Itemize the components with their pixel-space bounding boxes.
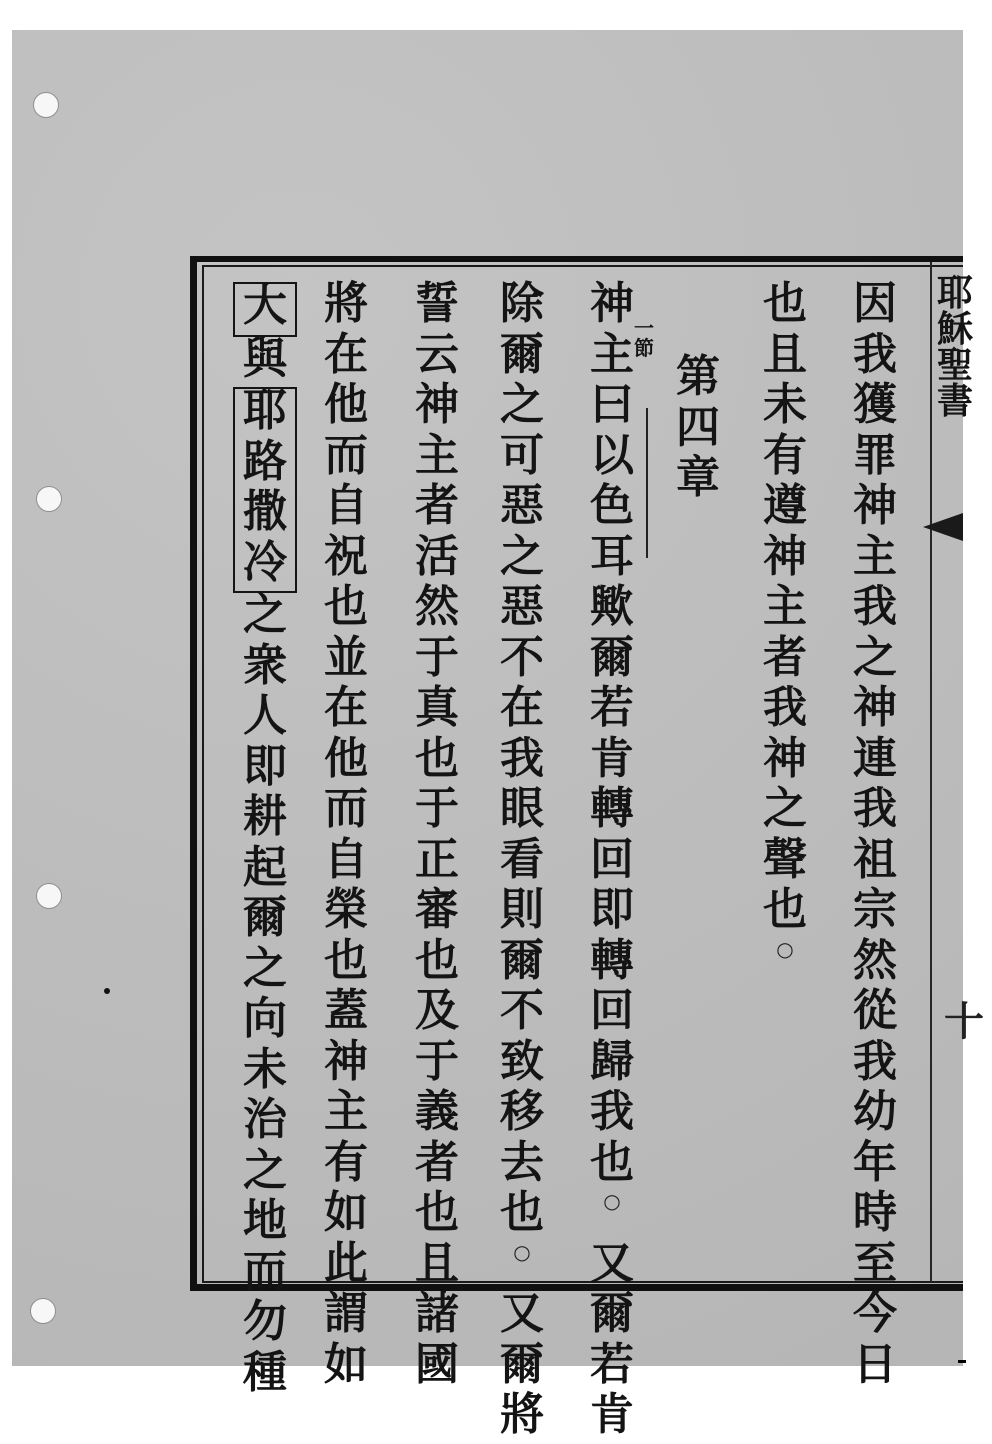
glyph: 回 xyxy=(590,833,634,885)
glyph: 主 xyxy=(763,581,807,632)
glyph: 至 xyxy=(853,1237,897,1289)
glyph: 從 xyxy=(853,985,897,1036)
glyph: 起 xyxy=(243,841,287,893)
glyph: 也 xyxy=(763,278,807,329)
glyph: 也 xyxy=(324,934,368,986)
glyph: 遵 xyxy=(763,480,807,531)
glyph: 歟 xyxy=(590,581,634,632)
glyph: 色 xyxy=(590,480,634,531)
glyph: 種 xyxy=(243,1346,287,1398)
glyph: 移 xyxy=(500,1086,544,1137)
glyph: 則 xyxy=(500,884,544,935)
glyph: 今 xyxy=(853,1288,897,1339)
glyph: 路 xyxy=(243,435,287,487)
glyph: 之 xyxy=(853,631,897,683)
running-header xyxy=(935,272,975,422)
glyph: 爾 xyxy=(500,934,544,986)
glyph: 他 xyxy=(324,732,368,784)
glyph: 主 xyxy=(853,530,897,582)
binder-hole xyxy=(33,92,59,118)
corner-mark xyxy=(958,1360,966,1363)
glyph: 我 xyxy=(853,581,897,632)
glyph: 在 xyxy=(324,682,368,733)
glyph: 因 xyxy=(853,278,897,329)
glyph: 者 xyxy=(763,631,807,683)
glyph: 者 xyxy=(415,1136,459,1188)
glyph: 將 xyxy=(500,1389,544,1440)
glyph: 自 xyxy=(324,833,368,885)
glyph: 也 xyxy=(590,1136,634,1188)
punctuation-circle: ○ xyxy=(776,936,794,961)
glyph: 爾 xyxy=(243,892,287,943)
glyph: 誓 xyxy=(415,278,459,329)
glyph: 去 xyxy=(500,1136,544,1188)
glyph: 不 xyxy=(500,985,544,1036)
header-char: 耶穌聖書 xyxy=(936,272,973,422)
glyph: 獲 xyxy=(853,379,897,430)
text-column xyxy=(582,278,642,1444)
glyph: 四 xyxy=(676,401,720,453)
glyph: 然 xyxy=(415,581,459,632)
glyph: 未 xyxy=(763,379,807,430)
text-column xyxy=(668,351,728,507)
glyph: 云 xyxy=(415,328,459,380)
glyph: 治 xyxy=(243,1094,287,1145)
glyph: 主 xyxy=(324,1086,368,1137)
glyph: 而 xyxy=(324,783,368,834)
glyph: 轉 xyxy=(590,934,634,986)
binder-hole xyxy=(36,883,62,909)
glyph: 章 xyxy=(676,452,720,503)
glyph: 如 xyxy=(324,1187,368,1238)
punctuation-circle: ○ xyxy=(603,1189,621,1213)
glyph: 日 xyxy=(853,1338,897,1390)
glyph: 歸 xyxy=(590,1035,634,1087)
glyph: 我 xyxy=(763,682,807,733)
glyph: 又 xyxy=(590,1237,634,1289)
glyph: 我 xyxy=(853,1035,897,1087)
glyph: 耶 xyxy=(243,385,287,436)
text-column xyxy=(233,282,297,1401)
frame-inner-rule xyxy=(202,265,963,267)
glyph: 年 xyxy=(853,1136,897,1188)
folio-fragment: 十 xyxy=(944,998,984,1045)
glyph: 有 xyxy=(763,429,807,481)
glyph: 且 xyxy=(415,1237,459,1289)
glyph: 即 xyxy=(590,884,634,935)
text-column xyxy=(845,278,905,1393)
glyph: 將 xyxy=(324,278,368,329)
glyph: 而 xyxy=(243,1245,287,1297)
glyph: 地 xyxy=(243,1195,287,1246)
glyph: 義 xyxy=(415,1086,459,1137)
glyph: 有 xyxy=(324,1136,368,1188)
glyph: 惡 xyxy=(500,480,544,531)
glyph: 連 xyxy=(853,732,897,784)
glyph: 我 xyxy=(853,783,897,834)
glyph: 也 xyxy=(324,581,368,632)
binder-hole xyxy=(36,486,62,512)
glyph: 也 xyxy=(415,732,459,784)
glyph: 爾 xyxy=(590,1288,634,1339)
glyph: 撒 xyxy=(243,486,287,537)
glyph: 神 xyxy=(415,379,459,430)
text-column xyxy=(316,278,376,1393)
glyph: 眼 xyxy=(500,783,544,834)
ink-speck xyxy=(104,988,110,994)
glyph: 宗 xyxy=(853,884,897,935)
glyph: 在 xyxy=(500,682,544,733)
glyph: 耳 xyxy=(590,530,634,582)
glyph: 以 xyxy=(590,429,634,481)
glyph: 諸 xyxy=(415,1288,459,1339)
glyph: 轉 xyxy=(590,783,634,834)
glyph: 幼 xyxy=(853,1086,897,1137)
glyph: 于 xyxy=(415,1035,459,1087)
glyph: 未 xyxy=(243,1043,287,1095)
glyph: 真 xyxy=(415,682,459,733)
glyph: 我 xyxy=(590,1086,634,1137)
glyph: 之 xyxy=(243,942,287,994)
glyph: 審 xyxy=(415,884,459,935)
glyph: 神 xyxy=(853,480,897,531)
glyph: 神 xyxy=(763,732,807,784)
glyph: 主 xyxy=(415,429,459,481)
glyph: 即 xyxy=(243,740,287,792)
binder-hole xyxy=(30,1298,56,1324)
glyph: 時 xyxy=(853,1187,897,1238)
frame-inner-rule xyxy=(202,265,204,1283)
glyph: 也 xyxy=(415,934,459,986)
glyph: 致 xyxy=(500,1035,544,1087)
header-column-rule xyxy=(930,262,932,1282)
glyph: 神 xyxy=(763,530,807,582)
glyph: 若 xyxy=(590,1338,634,1390)
glyph: 神 xyxy=(324,1035,368,1087)
glyph: 肯 xyxy=(590,1389,634,1440)
glyph: 聲 xyxy=(763,833,807,885)
glyph: 正 xyxy=(415,833,459,885)
glyph: 于 xyxy=(415,631,459,683)
glyph: 謂 xyxy=(324,1288,368,1339)
glyph: 衆 xyxy=(243,639,287,691)
proper-name-box xyxy=(233,282,297,337)
section-marker-text: 一節 xyxy=(634,316,654,360)
glyph: 祖 xyxy=(853,833,897,885)
glyph: 看 xyxy=(500,833,544,885)
glyph: 主 xyxy=(590,328,634,380)
glyph: 我 xyxy=(853,328,897,380)
glyph: 之 xyxy=(243,1144,287,1196)
glyph: 也 xyxy=(500,1187,544,1238)
glyph: 活 xyxy=(415,530,459,582)
glyph: 之 xyxy=(500,530,544,582)
section-rule xyxy=(646,408,648,558)
glyph: 蓋 xyxy=(324,985,368,1036)
punctuation-circle: ○ xyxy=(513,1239,531,1264)
glyph: 罪 xyxy=(853,429,897,481)
glyph: 榮 xyxy=(324,884,368,935)
glyph: 大 xyxy=(243,280,287,331)
glyph: 自 xyxy=(324,480,368,531)
glyph: 惡 xyxy=(500,581,544,632)
glyph: 者 xyxy=(415,480,459,531)
glyph: 若 xyxy=(590,682,634,733)
glyph: 曰 xyxy=(590,379,634,430)
glyph: 國 xyxy=(415,1338,459,1390)
glyph: 神 xyxy=(853,682,897,733)
glyph: 之 xyxy=(500,379,544,430)
glyph: 也 xyxy=(415,1187,459,1238)
glyph: 人 xyxy=(243,690,287,741)
glyph: 也 xyxy=(763,884,807,935)
glyph: 祝 xyxy=(324,530,368,582)
glyph: 然 xyxy=(853,934,897,986)
text-column xyxy=(492,278,552,1444)
glyph: 爾 xyxy=(500,1338,544,1390)
glyph: 回 xyxy=(590,985,634,1036)
glyph: 他 xyxy=(324,379,368,430)
glyph: 此 xyxy=(324,1237,368,1289)
glyph: 及 xyxy=(415,985,459,1036)
glyph: 且 xyxy=(763,328,807,380)
text-column xyxy=(755,278,815,989)
glyph: 于 xyxy=(415,783,459,834)
glyph: 除 xyxy=(500,278,544,329)
glyph: 與 xyxy=(243,332,287,384)
glyph: 不 xyxy=(500,631,544,683)
text-column xyxy=(407,278,467,1393)
glyph: 如 xyxy=(324,1338,368,1390)
glyph: 又 xyxy=(500,1288,544,1339)
glyph: 在 xyxy=(324,328,368,380)
glyph: 可 xyxy=(500,429,544,481)
glyph: 之 xyxy=(763,783,807,834)
glyph: 神 xyxy=(590,278,634,329)
glyph: 第 xyxy=(676,351,720,402)
glyph: 並 xyxy=(324,631,368,683)
glyph: 爾 xyxy=(590,631,634,683)
proper-name-box xyxy=(233,387,297,593)
glyph: 而 xyxy=(324,429,368,481)
glyph: 耕 xyxy=(243,791,287,842)
glyph: 勿 xyxy=(243,1296,287,1347)
glyph: 爾 xyxy=(500,328,544,380)
glyph: 我 xyxy=(500,732,544,784)
glyph: 肯 xyxy=(590,732,634,784)
glyph: 向 xyxy=(243,993,287,1044)
glyph: 之 xyxy=(243,589,287,640)
glyph: 冷 xyxy=(243,536,287,588)
